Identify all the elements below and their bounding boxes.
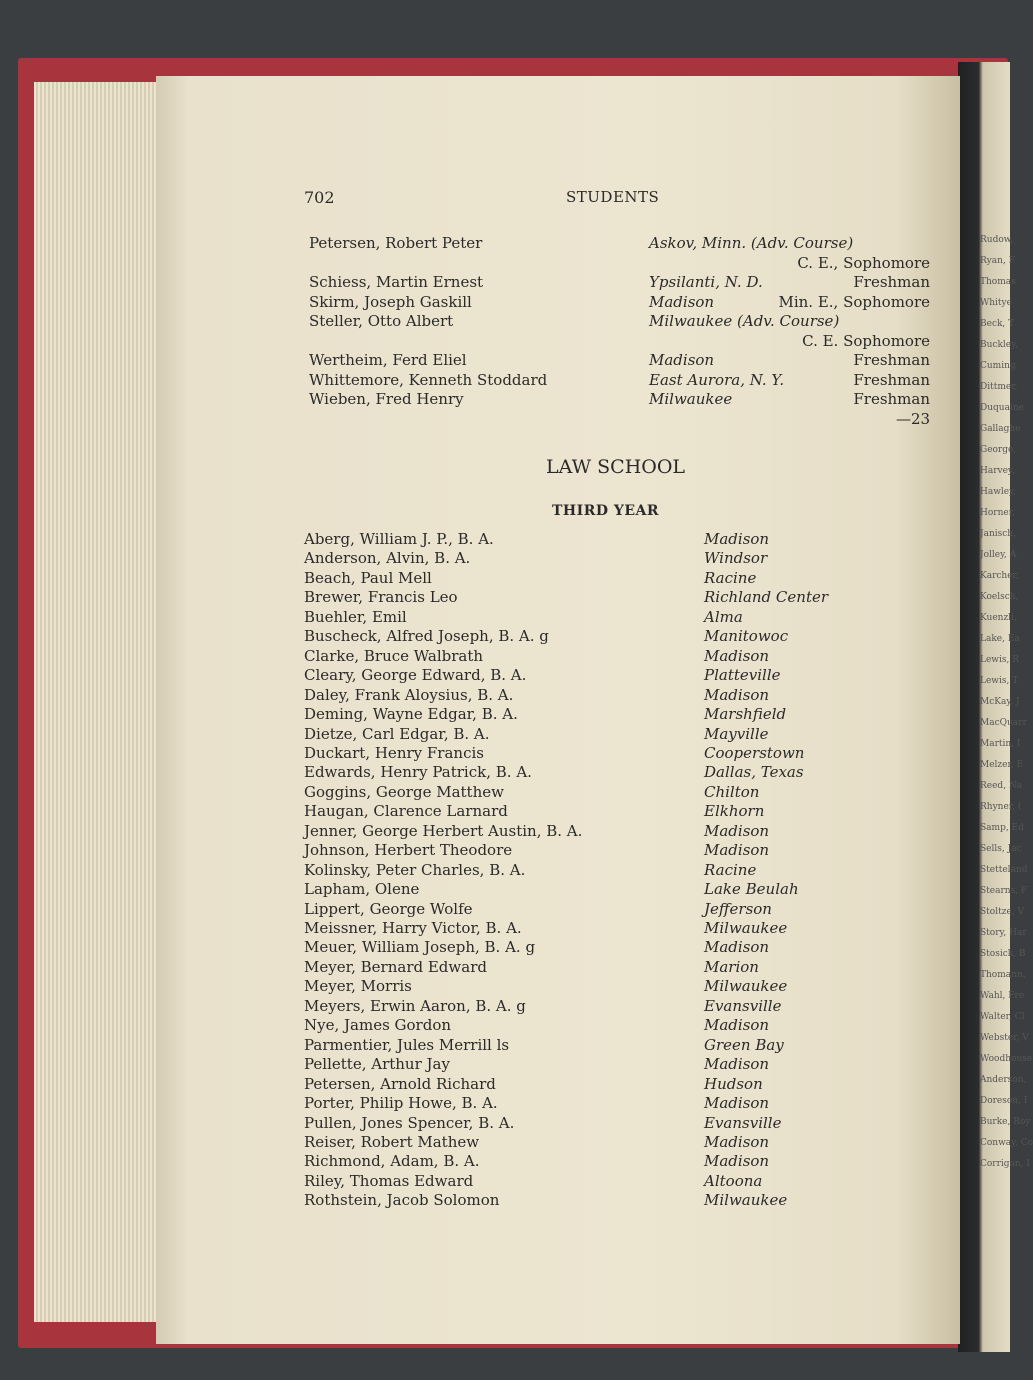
student-name: Parmentier, Jules Merrill ls — [304, 1035, 510, 1054]
page-number: 702 — [304, 188, 335, 207]
student-hometown: Madison — [704, 1152, 770, 1171]
adjacent-page-fragment: Sells, Jac — [980, 844, 1022, 854]
adjacent-page-fragment: Lewis, T — [980, 676, 1019, 686]
student-hometown: Madison — [704, 685, 770, 704]
law-student-entry — [304, 705, 944, 724]
student-hometown: Green Bay — [704, 1035, 784, 1054]
adjacent-page-fragment: Whitye — [980, 298, 1012, 308]
adjacent-page-fragment: Kuenzli, — [980, 613, 1017, 623]
student-name: Wieben, Fred Henry — [309, 390, 464, 408]
law-student-entry — [304, 1016, 944, 1035]
adjacent-page-fragment: Dittmer, — [980, 382, 1018, 392]
law-student-entry — [304, 530, 944, 549]
student-hometown: Milwaukee — [704, 1191, 788, 1210]
student-hometown: East Aurora, N. Y. — [649, 370, 785, 389]
student-entry — [156, 254, 956, 273]
adjacent-page-fragment: Reed, Na — [980, 781, 1023, 791]
student-hometown: Madison — [704, 1132, 770, 1151]
student-hometown: Milwaukee — [704, 919, 788, 937]
adjacent-page-fragment: Stearns, F — [980, 886, 1028, 896]
law-student-entry — [304, 666, 944, 685]
running-head: STUDENTS — [566, 188, 660, 206]
law-student-entry — [304, 1114, 944, 1133]
student-hometown: Platteville — [704, 666, 781, 685]
law-student-entry — [304, 802, 944, 821]
student-name: Deming, Wayne Edgar, B. A. — [304, 705, 518, 724]
law-student-entry — [304, 1152, 944, 1171]
law-student-entry — [304, 958, 944, 977]
adjacent-page-fragment: Lake, Ea — [980, 634, 1020, 644]
student-name: Richmond, Adam, B. A. — [304, 1152, 480, 1171]
student-hometown: Chilton — [704, 782, 760, 801]
student-class: Freshman — [853, 273, 930, 291]
student-name: Edwards, Henry Patrick, B. A. — [304, 763, 532, 782]
law-student-entry — [304, 822, 944, 841]
adjacent-page-fragment: Koelsch, — [980, 592, 1019, 602]
student-hometown: Racine — [704, 860, 757, 879]
law-student-entry — [304, 763, 944, 782]
student-hometown: Marshfield — [704, 705, 787, 724]
book-page — [156, 76, 960, 1344]
student-name: Daley, Frank Aloysius, B. A. — [304, 685, 514, 704]
student-name: Whittemore, Kenneth Stoddard — [309, 370, 548, 389]
adjacent-page-fragment: Lewis, R — [980, 655, 1020, 665]
student-hometown: Milwaukee — [704, 977, 788, 996]
adjacent-page-fragment: Hawley, — [980, 487, 1016, 497]
student-hometown: Madison — [704, 841, 770, 860]
student-entry — [156, 234, 956, 253]
adjacent-page-fragment: Cuming — [980, 361, 1016, 371]
section-title: LAW SCHOOL — [546, 456, 686, 478]
student-name: Dietze, Carl Edgar, B. A. — [304, 724, 490, 743]
student-name: Skirm, Joseph Gaskill — [309, 292, 472, 311]
student-entry — [156, 312, 956, 331]
student-name: Meyer, Bernard Edward — [304, 957, 487, 976]
student-hometown: Madison — [704, 938, 770, 957]
student-name: Pellette, Arthur Jay — [304, 1055, 450, 1074]
adjacent-page-fragment: Buckley, — [980, 340, 1018, 350]
student-name: Lippert, George Wolfe — [304, 899, 473, 918]
law-student-entry — [304, 744, 944, 763]
law-student-entry — [304, 647, 944, 666]
student-name: Buscheck, Alfred Joseph, B. A. g — [304, 627, 549, 646]
student-hometown: Milwaukee (Adv. Course) — [649, 312, 840, 330]
adjacent-page-fragment: Thomann, — [980, 970, 1026, 980]
student-hometown: Manitowoc — [704, 627, 789, 646]
student-entry — [156, 332, 956, 351]
adjacent-page-fragment: Ryan, F — [980, 256, 1015, 266]
adjacent-page-fragment: Gallaghe — [980, 424, 1021, 434]
law-student-entry — [304, 1172, 944, 1191]
law-student-entry — [304, 1075, 944, 1094]
adjacent-page-fragment: Conway, Co — [980, 1138, 1033, 1148]
student-hometown: Hudson — [704, 1074, 763, 1093]
student-entry — [156, 390, 956, 409]
student-hometown: Milwaukee — [649, 390, 733, 408]
law-student-entry — [304, 880, 944, 899]
adjacent-page-fragment: Harvey, — [980, 466, 1015, 476]
student-name: Wertheim, Ferd Eliel — [309, 351, 467, 369]
adjacent-page-fragment: Rhyner, ( — [980, 802, 1022, 812]
student-name: Brewer, Francis Leo — [304, 588, 458, 607]
student-hometown: Madison — [704, 646, 770, 665]
student-hometown: Askov, Minn. (Adv. Course) — [649, 234, 854, 252]
law-student-entry — [304, 1094, 944, 1113]
adjacent-page-fragment: Burke, Roy — [980, 1117, 1031, 1127]
law-student-entry — [304, 627, 944, 646]
student-name: Riley, Thomas Edward — [304, 1171, 474, 1190]
adjacent-page-fragment: Anderson, — [980, 1075, 1027, 1085]
student-name: Jenner, George Herbert Austin, B. A. — [304, 821, 583, 840]
student-class: Freshman — [853, 390, 930, 408]
student-name: Meissner, Harry Victor, B. A. — [304, 919, 522, 937]
student-hometown: Jefferson — [704, 899, 772, 918]
adjacent-page-fragment: Corrigan, I — [980, 1159, 1030, 1169]
student-class: Min. E., Sophomore — [778, 292, 930, 311]
law-student-entry — [304, 608, 944, 627]
student-hometown: Madison — [704, 821, 770, 840]
law-student-entry — [304, 938, 944, 957]
student-hometown: Evansville — [704, 996, 782, 1015]
adjacent-page-fragment: Beck, T — [980, 319, 1015, 329]
student-name: Johnson, Herbert Theodore — [304, 841, 513, 860]
law-student-entry — [304, 1055, 944, 1074]
student-hometown: Madison — [704, 530, 770, 548]
law-student-entry — [304, 1036, 944, 1055]
law-student-entry — [304, 588, 944, 607]
student-name: Reiser, Robert Mathew — [304, 1132, 480, 1151]
student-name: Meuer, William Joseph, B. A. g — [304, 938, 536, 957]
law-student-entry — [304, 900, 944, 919]
student-hometown: Richland Center — [704, 588, 829, 607]
law-student-entry — [304, 569, 944, 588]
student-hometown: Marion — [704, 957, 759, 976]
student-name: Porter, Philip Howe, B. A. — [304, 1094, 498, 1113]
student-name: Clarke, Bruce Walbrath — [304, 646, 484, 665]
student-name: Nye, James Gordon — [304, 1016, 452, 1035]
student-entry — [156, 273, 956, 292]
law-student-entry — [304, 841, 944, 860]
law-student-entry — [304, 997, 944, 1016]
student-class: C. E., Sophomore — [797, 253, 930, 272]
student-hometown: Racine — [704, 568, 757, 587]
law-student-entry — [304, 1191, 944, 1210]
student-name: Pullen, Jones Spencer, B. A. — [304, 1113, 515, 1132]
adjacent-page-fragment: Duquaine — [980, 403, 1024, 413]
student-hometown: Evansville — [704, 1113, 782, 1132]
adjacent-page-fragment: Rudow, — [980, 235, 1014, 245]
adjacent-page-text — [980, 230, 1033, 1310]
adjacent-page-fragment: Thomas — [980, 277, 1016, 287]
student-class: Freshman — [853, 351, 930, 369]
student-hometown: Ypsilanti, N. D. — [649, 273, 763, 291]
law-student-entry — [304, 686, 944, 705]
subsection-title: THIRD YEAR — [552, 503, 660, 519]
student-hometown: Mayville — [704, 724, 769, 743]
law-student-entry — [304, 725, 944, 744]
adjacent-page-fragment: Janisch, — [980, 529, 1016, 539]
law-student-entry — [304, 919, 944, 938]
adjacent-page-fragment: Horner, — [980, 508, 1015, 518]
student-hometown: Lake Beulah — [704, 880, 799, 899]
student-hometown: Madison — [704, 1094, 770, 1113]
student-hometown: Alma — [704, 607, 743, 626]
student-name: Aberg, William J. P., B. A. — [304, 530, 494, 548]
page-edges — [34, 82, 162, 1322]
student-name: Meyer, Morris — [304, 977, 412, 996]
student-name: Petersen, Arnold Richard — [304, 1074, 496, 1093]
student-hometown: Dallas, Texas — [704, 763, 804, 782]
adjacent-page-fragment: McKay, J — [980, 697, 1020, 707]
adjacent-page-fragment: Stoltze, V — [980, 907, 1024, 917]
adjacent-page-fragment: George, — [980, 445, 1017, 455]
top-total: —23 — [896, 410, 931, 428]
student-entry — [156, 351, 956, 370]
student-class: C. E. Sophomore — [802, 331, 930, 350]
adjacent-page-fragment: Walter, Cl — [980, 1012, 1025, 1022]
adjacent-page-fragment: Stetteland — [980, 865, 1028, 875]
student-name: Cleary, George Edward, B. A. — [304, 666, 527, 685]
student-hometown: Madison — [704, 1055, 770, 1074]
student-name: Goggins, George Matthew — [304, 782, 504, 801]
law-student-entry — [304, 977, 944, 996]
adjacent-page-fragment: Martin, I — [980, 739, 1021, 749]
student-hometown: Madison — [704, 1016, 770, 1035]
adjacent-page-fragment: MacQuarr — [980, 718, 1027, 728]
adjacent-page-fragment: Doreson, I — [980, 1096, 1028, 1106]
student-name: Kolinsky, Peter Charles, B. A. — [304, 860, 526, 879]
adjacent-page-fragment: Melzer, E — [980, 760, 1024, 770]
student-name: Duckart, Henry Francis — [304, 743, 484, 762]
student-hometown: Cooperstown — [704, 743, 805, 762]
adjacent-page-fragment: Samp, Ed — [980, 823, 1024, 833]
student-name: Petersen, Robert Peter — [309, 234, 483, 252]
adjacent-page-fragment: Story, Har — [980, 928, 1027, 938]
law-student-entry — [304, 783, 944, 802]
student-hometown: Madison — [649, 351, 715, 369]
law-student-entry — [304, 549, 944, 568]
student-name: Anderson, Alvin, B. A. — [304, 549, 471, 568]
student-hometown: Madison — [649, 292, 715, 311]
student-name: Beach, Paul Mell — [304, 568, 432, 587]
adjacent-page-fragment: Webster, V — [980, 1033, 1029, 1043]
student-name: Rothstein, Jacob Solomon — [304, 1191, 500, 1210]
student-name: Buehler, Emil — [304, 607, 407, 626]
student-entry — [156, 293, 956, 312]
adjacent-page-fragment: Karcher, — [980, 571, 1019, 581]
adjacent-page-fragment: Wahl, Fre — [980, 991, 1025, 1001]
student-entry — [156, 371, 956, 390]
adjacent-page-fragment: Stosick, B — [980, 949, 1026, 959]
student-hometown: Altoona — [704, 1171, 763, 1190]
student-hometown: Windsor — [704, 549, 768, 568]
student-hometown: Elkhorn — [704, 802, 765, 821]
adjacent-page-fragment: Jolley, A — [980, 550, 1017, 560]
law-student-entry — [304, 861, 944, 880]
adjacent-page-fragment: Woodhouse — [980, 1054, 1033, 1064]
student-name: Lapham, Olene — [304, 880, 420, 899]
student-name: Schiess, Martin Ernest — [309, 273, 484, 291]
student-name: Haugan, Clarence Larnard — [304, 802, 508, 821]
law-student-entry — [304, 1133, 944, 1152]
student-name: Steller, Otto Albert — [309, 312, 454, 330]
student-name: Meyers, Erwin Aaron, B. A. g — [304, 996, 526, 1015]
student-class: Freshman — [853, 370, 930, 389]
